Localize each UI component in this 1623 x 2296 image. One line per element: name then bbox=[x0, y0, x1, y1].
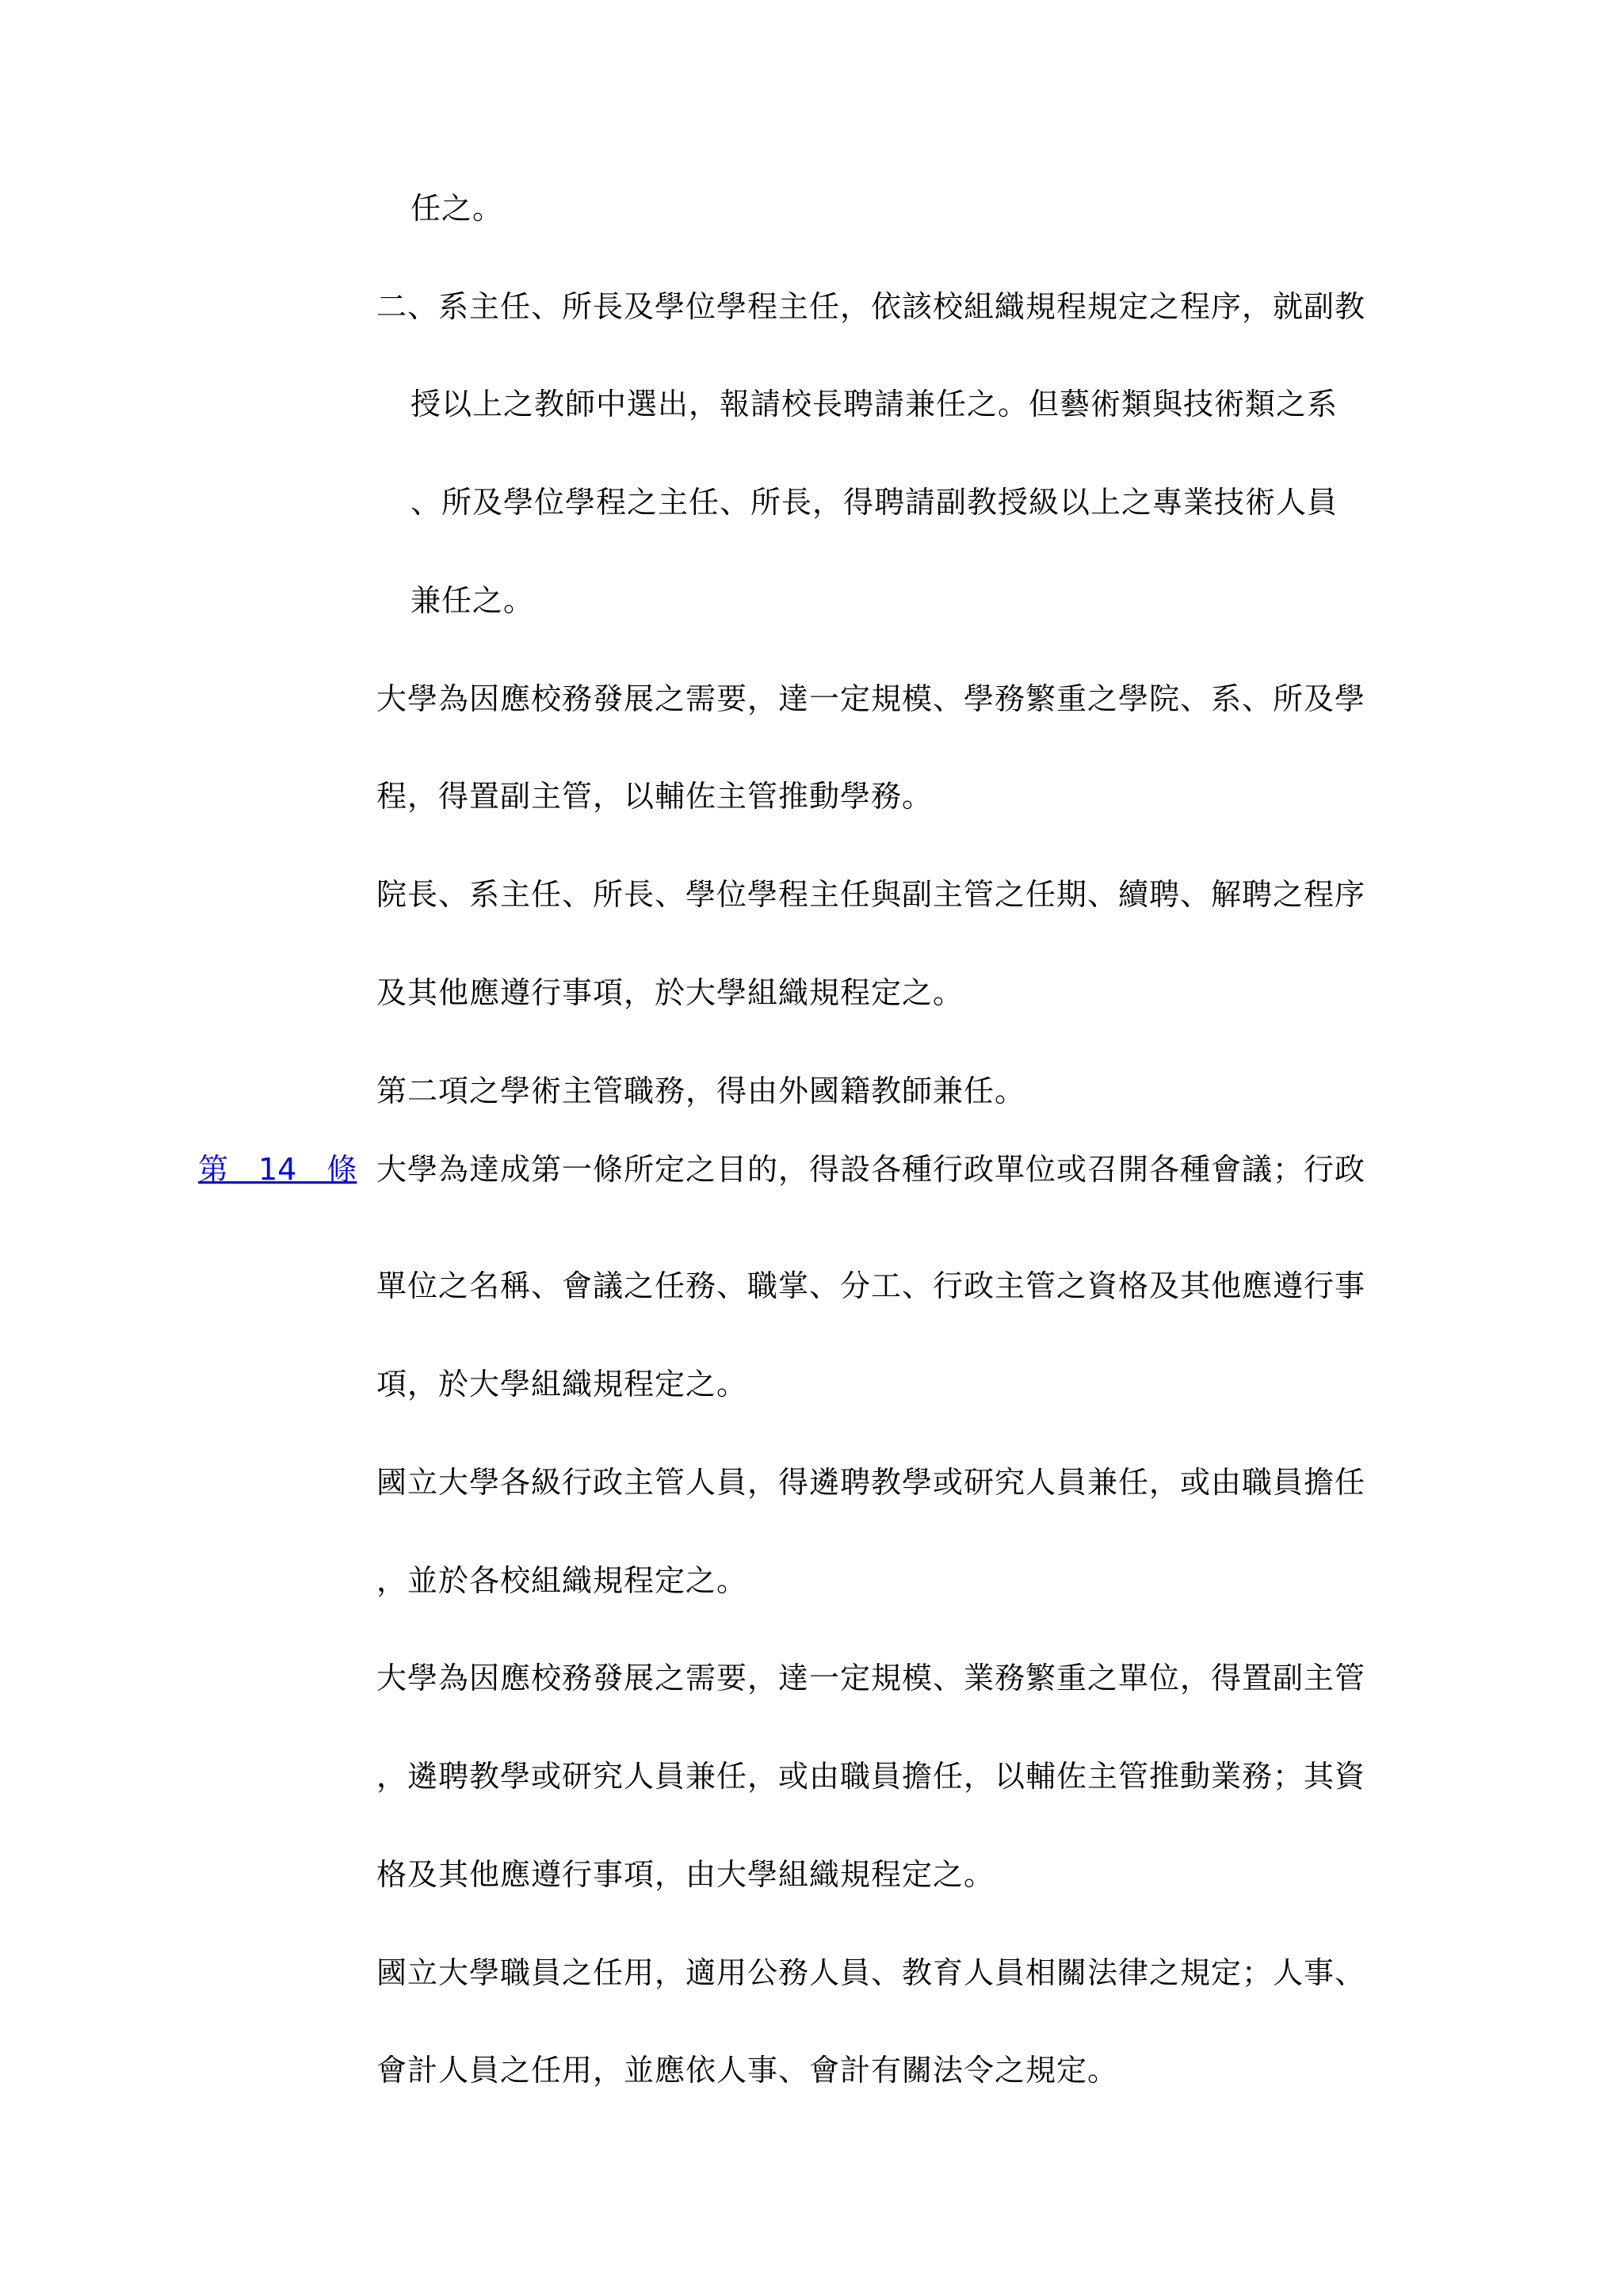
text-line: 單位之名稱、會議之任務、職掌、分工、行政主管之資格及其他應遵行事 bbox=[376, 1268, 1366, 1303]
text-line: 項，於大學組織規程定之。 bbox=[376, 1367, 748, 1402]
text-line: 會計人員之任用，並應依人事、會計有關法令之規定。 bbox=[376, 2053, 1119, 2088]
text-line: 大學為因應校務發展之需要，達一定規模、學務繁重之學院、系、所及學 bbox=[376, 681, 1366, 716]
article-14-link[interactable]: 第 14 條 bbox=[198, 1152, 357, 1187]
text-line: 授以上之教師中選出，報請校長聘請兼任之。但藝術類與技術類之系 bbox=[411, 387, 1338, 421]
text-line: 格及其他應遵行事項，由大學組織規程定之。 bbox=[376, 1857, 995, 1892]
text-line: 兼任之。 bbox=[411, 583, 535, 618]
text-line: 院長、系主任、所長、學位學程主任與副主管之任期、續聘、解聘之程序 bbox=[376, 877, 1366, 912]
text-line: 程，得置副主管，以輔佐主管推動學務。 bbox=[376, 779, 934, 814]
text-line: 、所及學位學程之主任、所長，得聘請副教授級以上之專業技術人員 bbox=[411, 485, 1338, 520]
text-line: 大學為因應校務發展之需要，達一定規模、業務繁重之單位，得置副主管 bbox=[376, 1661, 1366, 1695]
text-line: 國立大學各級行政主管人員，得遴聘教學或研究人員兼任，或由職員擔任 bbox=[376, 1465, 1366, 1500]
text-line: 國立大學職員之任用，適用公務人員、教育人員相關法律之規定；人事、 bbox=[376, 1955, 1366, 1990]
text-line: ，遴聘教學或研究人員兼任，或由職員擔任，以輔佐主管推動業務；其資 bbox=[376, 1759, 1366, 1794]
text-line: 大學為達成第一條所定之目的，得設各種行政單位或召開各種會議；行政 bbox=[376, 1152, 1366, 1187]
text-line: 及其他應遵行事項，於大學組織規程定之。 bbox=[376, 975, 964, 1010]
text-line: 任之。 bbox=[411, 191, 504, 226]
text-line: 二、系主任、所長及學位學程主任，依該校組織規程規定之程序，就副教 bbox=[376, 289, 1366, 324]
text-line: ，並於各校組織規程定之。 bbox=[376, 1563, 748, 1598]
text-line: 第二項之學術主管職務，得由外國籍教師兼任。 bbox=[376, 1074, 1026, 1108]
